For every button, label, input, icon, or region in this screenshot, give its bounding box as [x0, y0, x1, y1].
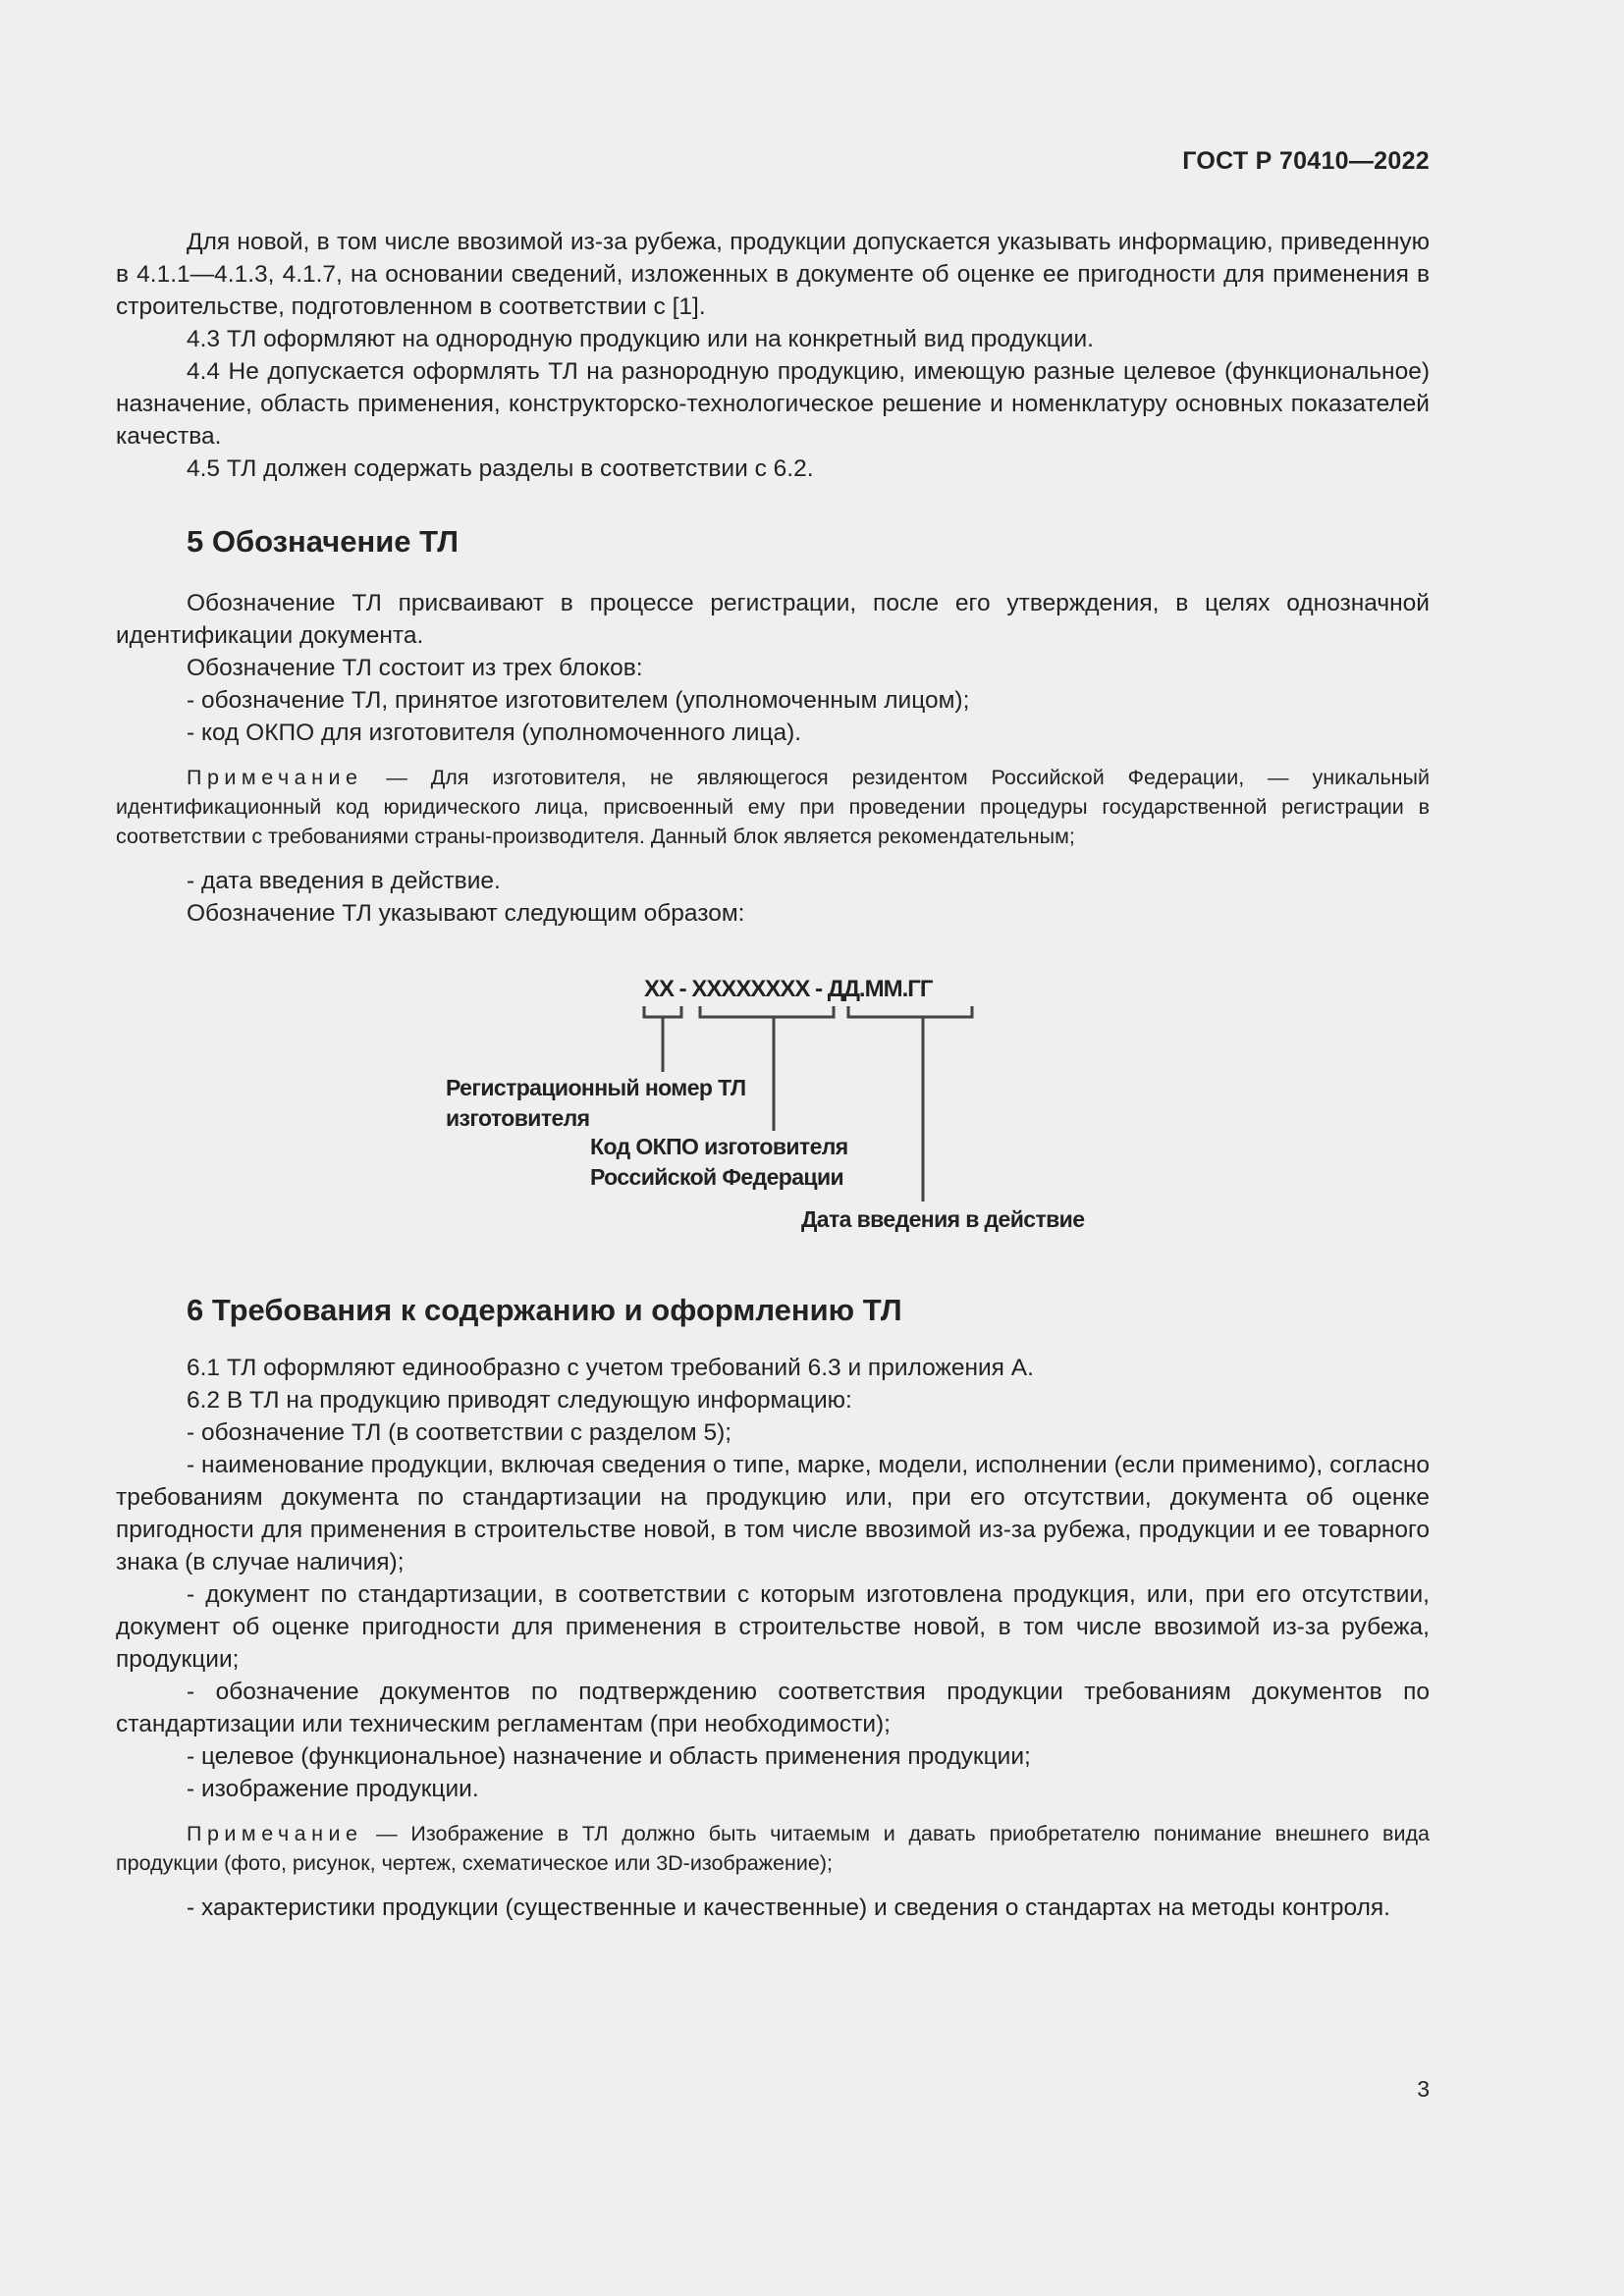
clause-4-5: 4.5 ТЛ должен содержать разделы в соответствии с 6.2.: [187, 455, 814, 482]
list-item: - документ по стандартизации, в соответствии с которым изготовлена продукция, или, при его отсутствии, документ об оценке пригодности для применения в строительстве новой, в том числе ввозимой из-за рубежа, продукции;: [116, 1581, 1430, 1673]
intro-paragraph: Для новой, в том числе ввозимой из-за рубежа, продукции допускается указывать информацию, приведенную в 4.1.1—4.1.3, 4.1.7, на основании сведений, изложенных в документе об оценке ее пригодности для применения в строительстве, подготовленном в соответствии с [1].: [116, 229, 1430, 320]
code-okpo: ХХХХХХХХ: [691, 976, 810, 1002]
page-body: [116, 226, 1430, 1924]
list-item: - целевое (функциональное) назначение и область применения продукции;: [187, 1743, 1031, 1770]
code-registration: ХХ: [644, 976, 675, 1002]
code-separator: -: [674, 976, 692, 1002]
note-label: Примечание: [187, 1822, 363, 1845]
section-6-note: [116, 1819, 1430, 1878]
note-text: — Изображение в ТЛ должно быть читаемым и давать приобретателю понимание внешнего вида продукции (фото, рисунок, чертеж, схематическое или 3D-изображение);: [116, 1822, 1430, 1875]
code-separator: -: [809, 976, 828, 1002]
label-okpo-code: [590, 1132, 848, 1193]
bracket-registration: [644, 1006, 681, 1017]
label-effective-date: Дата введения в действие: [801, 1206, 1085, 1232]
list-item: - изображение продукции.: [187, 1776, 479, 1802]
note-label: Примечание: [187, 766, 363, 789]
section-6-heading: 6 Требования к содержанию и оформлению ТЛ: [187, 1293, 902, 1327]
label-line: изготовителя: [446, 1105, 590, 1131]
designation-code: [644, 974, 932, 1004]
label-line: Российской Федерации: [590, 1164, 844, 1190]
list-item: - характеристики продукции (существенные и качественные) и сведения о стандартах на методы контроля.: [187, 1895, 1390, 1921]
section-5-para-1: Обозначение ТЛ присваивают в процессе регистрации, после его утверждения, в целях однозначной идентификации документа.: [116, 590, 1430, 649]
list-item: - код ОКПО для изготовителя (уполномоченного лица).: [187, 720, 802, 746]
list-item: - обозначение ТЛ, принятое изготовителем (уполномоченным лицом);: [187, 687, 970, 714]
code-date: ДД.ММ.ГГ: [827, 976, 933, 1002]
list-item: - обозначение ТЛ (в соответствии с разделом 5);: [187, 1419, 732, 1446]
label-registration-number: [446, 1073, 746, 1134]
section-5-heading: 5 Обозначение ТЛ: [187, 524, 460, 559]
list-item: - наименование продукции, включая сведения о типе, марке, модели, исполнении (если применимо), согласно требованиям документа по стандартизации на продукцию или, при его отсутствии, документа об оценке пригодности для применения в строительстве новой, в том числе ввозимой из-за рубежа, продукции и ее товарного знака (в случае наличия);: [116, 1452, 1430, 1575]
designation-diagram: [116, 930, 1430, 1293]
note-text: — Для изготовителя, не являющегося резидентом Российской Федерации, — уникальный идентификационный код юридического лица, присвоенный ему при проведении процедуры государственной регистрации в соответствии с требованиями страны-производителя. Данный блок является рекомендательным;: [116, 766, 1430, 848]
clause-6-2: 6.2 В ТЛ на продукцию приводят следующую информацию:: [187, 1387, 852, 1414]
label-line: Код ОКПО изготовителя: [590, 1134, 848, 1159]
document-code-header: ГОСТ Р 70410—2022: [1182, 147, 1430, 175]
page-number: 3: [1417, 2076, 1430, 2102]
clause-4-3: 4.3 ТЛ оформляют на однородную продукцию или на конкретный вид продукции.: [187, 326, 1094, 352]
section-5-note: [116, 763, 1430, 851]
list-item: - обозначение документов по подтверждению соответствия продукции требованиям документов по стандартизации или техническим регламентам (при необходимости);: [116, 1679, 1430, 1737]
label-line: Регистрационный номер ТЛ: [446, 1075, 746, 1100]
bracket-date: [848, 1006, 972, 1017]
clause-6-1: 6.1 ТЛ оформляют единообразно с учетом требований 6.3 и приложения А.: [187, 1355, 1034, 1381]
list-item: - дата введения в действие.: [187, 868, 501, 894]
section-5-para-2: Обозначение ТЛ состоит из трех блоков:: [187, 655, 643, 681]
section-5-para-3: Обозначение ТЛ указывают следующим образом:: [187, 900, 745, 927]
clause-4-4: 4.4 Не допускается оформлять ТЛ на разнородную продукцию, имеющую разные целевое (функциональное) назначение, область применения, конструкторско-технологическое решение и номенклатуру основных показателей качества.: [116, 358, 1430, 450]
bracket-okpo: [700, 1006, 834, 1017]
